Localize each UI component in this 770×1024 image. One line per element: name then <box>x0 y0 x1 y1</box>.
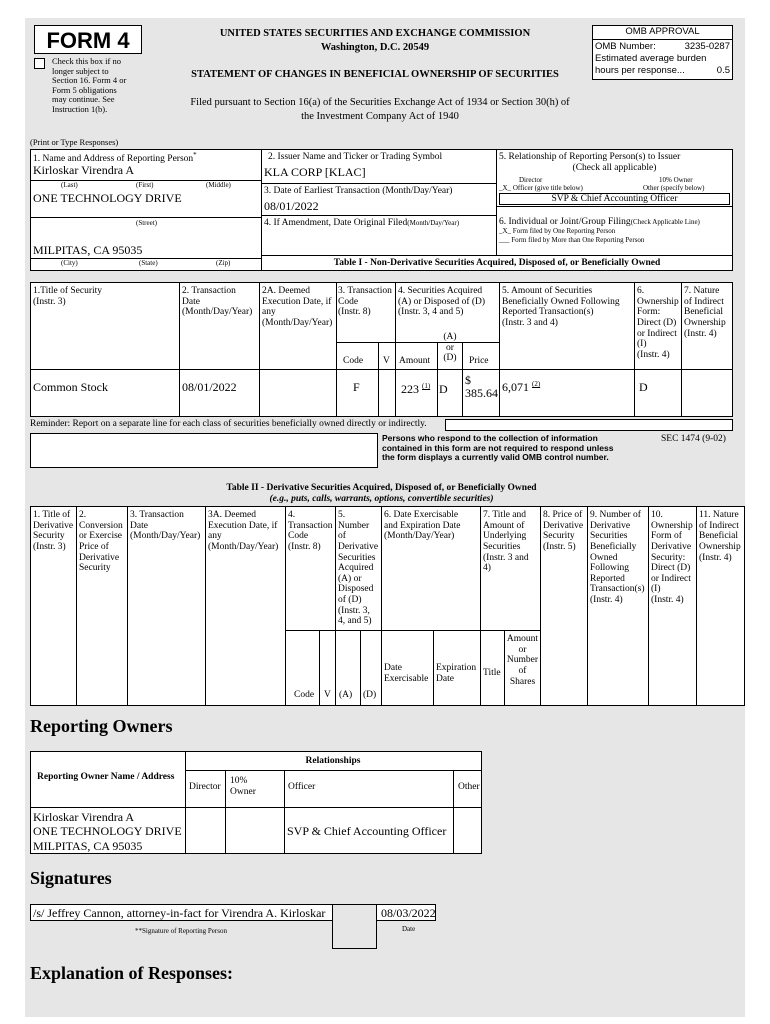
box1-reporting-person <box>30 149 262 218</box>
owner-col-other: Other <box>458 782 480 792</box>
last-label: (Last) <box>61 181 78 189</box>
filed-pursuant-line2: the Investment Company Act of 1940 <box>301 111 459 122</box>
t2-h-date: 3. Transaction Date (Month/Day/Year) <box>130 510 201 542</box>
t1-row-ad: D <box>439 382 448 396</box>
omb-number-value: 3235-0287 <box>684 41 730 52</box>
t2-sub-code: Code <box>294 690 315 700</box>
t2-h-number: 5. Number of Derivative Securities Acquired (A) or Disposed of (D) (Instr. 3, 4, and 5) <box>338 510 379 627</box>
officer-title-box <box>499 193 730 205</box>
officer-title-value: SVP & Chief Accounting Officer <box>551 194 678 204</box>
reporting-owners-table <box>30 751 482 854</box>
t1-h-acquired: 4. Securities Acquired (A) or Disposed of (D) (Instr. 3, 4 and 5) <box>398 286 486 318</box>
box1-city-block <box>30 217 262 271</box>
t2-sub-d: (D) <box>363 690 377 700</box>
filed-pursuant-line1: Filed pursuant to Section 16(a) of the Securities Exchange Act of 1934 or Section 30(h) of <box>190 97 570 108</box>
reporting-owners-heading: Reporting Owners <box>30 716 173 736</box>
table1-title: Table I - Non-Derivative Securities Acquired, Disposed of, or Beneficially Owned <box>333 258 661 268</box>
t1-row-owned: 6,071 $^{(2)}$ <box>502 380 541 394</box>
t1-sub-code: Code <box>343 356 364 366</box>
t1-h-date: 2. Transaction Date (Month/Day/Year) <box>182 286 253 318</box>
t2-h-code: 4. Transaction Code (Instr. 8) <box>288 510 333 552</box>
t2-sub-v: V <box>324 690 331 700</box>
owner-col-relationships: Relationships <box>305 756 361 766</box>
relationship-label: 5. Relationship of Reporting Person(s) to Issuer <box>499 152 681 162</box>
signatures-heading: Signatures <box>30 868 112 888</box>
box2-issuer <box>261 149 497 184</box>
state-label: (State) <box>139 259 158 267</box>
t2-sub-amount: Amount or Number of Shares <box>506 634 539 687</box>
t2-h-form: 10. Ownership Form of Derivative Security: Direct (D) or Indirect (I) (Instr. 4) <box>651 510 693 605</box>
t2-h-exercisable: 6. Date Exercisable and Expiration Date (Month/Day/Year) <box>384 510 461 542</box>
form-title: FORM 4 <box>46 28 130 53</box>
signature-spacer-box <box>332 904 377 949</box>
t1-row-title: Common Stock <box>33 380 109 394</box>
reporting-person-street: ONE TECHNOLOGY DRIVE <box>33 191 182 205</box>
t1-sub-ad: (A) or (D) <box>443 332 457 364</box>
agency-city: Washington, D.C. 20549 <box>320 42 430 53</box>
t1-sub-amount: Amount <box>399 356 431 366</box>
t2-h-underlying: 7. Title and Amount of Underlying Securities (Instr. 3 and 4) <box>483 510 529 574</box>
t2-h-owned: 9. Number of Derivative Securities Beneficially Owned Following Reported Transaction(s) (Instr. 4) <box>590 510 645 605</box>
ten-pct-option: 10% Owner <box>659 176 693 184</box>
t2-sub-a: (A) <box>339 690 353 700</box>
t1-row-form: D <box>639 380 648 394</box>
t2-h-deemed: 3A. Deemed Execution Date, if any (Month/Day/Year) <box>208 510 279 552</box>
t2-h-title: 1. Title of Derivative Security (Instr. 3) <box>33 510 74 552</box>
footnote-2-link[interactable]: (2) <box>532 380 541 388</box>
omb-burden-label: Estimated average burden <box>595 53 707 64</box>
box5-relationship <box>496 149 733 207</box>
t1-sub-price: Price <box>469 356 489 366</box>
omb-approval-box <box>592 25 733 80</box>
signature-value: /s/ Jeffrey Cannon, attorney-in-fact for Virendra A. Kirloskar <box>33 906 326 920</box>
t1-row-date: 08/01/2022 <box>182 380 237 394</box>
table1 <box>30 282 733 417</box>
city-label: (City) <box>61 259 78 267</box>
owner-col-director: Director <box>189 782 221 792</box>
t2-h-price: 8. Price of Derivative Security (Instr. 5) <box>543 510 584 552</box>
other-option: Other (specify below) <box>643 184 705 192</box>
t1-h-nature: 7. Nature of Indirect Beneficial Ownership (Instr. 4) <box>684 286 726 339</box>
table1-title-bar <box>261 255 733 271</box>
owner-col-ten: 10% Owner <box>230 776 256 797</box>
t1-h-owned: 5. Amount of Securities Beneficially Owned Following Reported Transaction(s) (Instr. 3 and 4) <box>502 286 620 328</box>
owner-name-address: Kirloskar Virendra A ONE TECHNOLOGY DRIVE MILPITAS, CA 95035 <box>33 810 182 853</box>
t1-h-title: 1.Title of Security (Instr. 3) <box>33 286 103 307</box>
reminder-text: Reminder: Report on a separate line for each class of securities beneficially owned directly or indirectly. <box>30 419 427 429</box>
t2-sub-date-ex: Date Exercisable <box>384 663 429 684</box>
t2-h-conversion: 2. Conversion or Exercise Price of Derivative Security <box>79 510 123 574</box>
table2-title: Table II - Derivative Securities Acquired, Disposed of, or Beneficially Owned <box>226 483 537 493</box>
middle-label: (Middle) <box>206 181 231 189</box>
earliest-date-value: 08/01/2022 <box>264 199 319 213</box>
filing-label: 6. Individual or Joint/Group Filing(Check Applicable Line) <box>499 217 700 227</box>
statement-title: STATEMENT OF CHANGES IN BENEFICIAL OWNERSHIP OF SECURITIES <box>191 69 559 80</box>
form4-page <box>25 18 745 1017</box>
section16-checkbox[interactable] <box>34 58 45 69</box>
omb-hours-label: hours per response... <box>595 65 685 76</box>
sec-code: SEC 1474 (9-02) <box>661 434 726 444</box>
explanation-heading: Explanation of Responses: <box>30 963 234 983</box>
reporting-person-city-line: MILPITAS, CA 95035 <box>33 243 143 257</box>
officer-option: _X_ Officer (give title below) <box>499 184 583 192</box>
box6-filing <box>496 206 733 256</box>
filing-one: _X_ Form filed by One Reporting Person <box>499 227 616 235</box>
t1-row-amount: 223 $^{(1)}$ <box>401 382 431 396</box>
street-label: (Street) <box>136 219 157 227</box>
omb-title: OMB APPROVAL <box>625 26 700 37</box>
reminder-box <box>445 419 733 431</box>
issuer-label: 2. Issuer Name and Ticker or Trading Symbol <box>268 152 443 162</box>
box4-amendment <box>261 215 497 256</box>
t2-h-nature: 11. Nature of Indirect Beneficial Ownership (Instr. 4) <box>699 510 741 563</box>
owner-col-name: Reporting Owner Name / Address <box>37 772 175 782</box>
relationship-sub: (Check all applicable) <box>572 163 657 173</box>
signature-date: 08/03/2022 <box>381 906 436 920</box>
filing-more: ___ Form filed by More than One Reporting Person <box>499 236 645 244</box>
reporting-person-name: Kirloskar Virendra A <box>33 163 135 177</box>
box3-earliest-date <box>261 183 497 216</box>
first-label: (First) <box>136 181 154 189</box>
t1-h-code: 3. Transaction Code (Instr. 8) <box>338 286 392 318</box>
t2-sub-title: Title <box>483 668 501 678</box>
check-note: Check this box if no longer subject to Section 16. Form 4 or Form 5 obligations may continue. See Instruction 1(b). <box>52 56 127 114</box>
persons-note: Persons who respond to the collection of information contained in this form are not required to respond unless the form displays a currently valid OMB control number. <box>382 433 614 463</box>
owner-officer-value: SVP & Chief Accounting Officer <box>287 824 447 838</box>
amendment-label: 4. If Amendment, Date Original Filed(Month/Day/Year) <box>264 218 460 228</box>
omb-number-label: OMB Number: <box>595 41 656 52</box>
t1-h-form: 6. Ownership Form: Direct (D) or Indirect (I) (Instr. 4) <box>637 286 679 360</box>
director-option: Director <box>519 176 543 184</box>
signature-date-label: Date <box>402 925 416 933</box>
form-title-box <box>34 25 142 54</box>
print-type-note: (Print or Type Responses) <box>30 137 119 147</box>
signature-box <box>30 904 333 921</box>
zip-label: (Zip) <box>216 259 231 267</box>
t1-sub-v: V <box>383 356 390 366</box>
omb-hours-value: 0.5 <box>716 65 730 76</box>
table2-subtitle: (e.g., puts, calls, warrants, options, convertible securities) <box>269 494 494 504</box>
t2-sub-exp: Expiration Date <box>436 663 477 684</box>
t1-row-code: F <box>353 380 360 394</box>
agency-name: UNITED STATES SECURITIES AND EXCHANGE COMMISSION <box>219 28 531 39</box>
owner-col-officer: Officer <box>288 782 316 792</box>
t1-h-deemed: 2A. Deemed Execution Date, if any (Month/Day/Year) <box>262 286 333 328</box>
signature-label: **Signature of Reporting Person <box>135 927 227 935</box>
t1-row-price: $ 385.64 <box>465 373 498 401</box>
blank-box <box>30 433 378 468</box>
issuer-value: KLA CORP [KLAC] <box>264 165 366 179</box>
signature-date-box <box>376 904 436 921</box>
earliest-date-label: 3. Date of Earliest Transaction (Month/Day/Year) <box>264 186 453 196</box>
footnote-1-link[interactable]: (1) <box>422 382 431 390</box>
table2 <box>30 506 745 706</box>
reporting-person-label: 1. Name and Address of Reporting Person* <box>33 151 197 165</box>
